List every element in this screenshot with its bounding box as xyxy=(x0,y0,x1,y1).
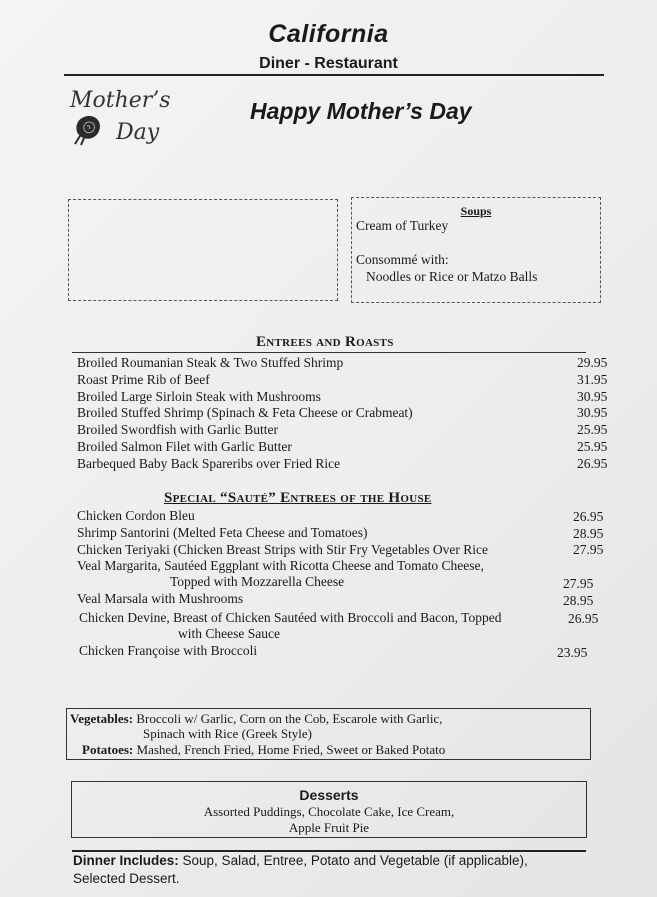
menu-item-price: 30.95 xyxy=(577,405,608,420)
menu-item-name: Veal Margarita, Sautéed Eggplant with Ricotta Cheese and Tomato Cheese, xyxy=(77,558,484,573)
header-divider xyxy=(64,74,604,76)
vegetables-line xyxy=(70,711,442,727)
dinner-includes-text: Soup, Salad, Entree, Potato and Vegetable (if applicable), xyxy=(182,853,528,868)
menu-item-price: 25.95 xyxy=(577,422,608,437)
soup-item: Consommé with: xyxy=(356,252,449,267)
vegetables-label: Vegetables: xyxy=(70,711,134,726)
logo-word-mothers: Mother’s xyxy=(70,88,171,113)
vegetables-text-continued: Spinach with Rice (Greek Style) xyxy=(143,726,312,741)
potatoes-label: Potatoes: xyxy=(82,742,134,757)
saute-heading: Special “Sauté” Entrees of the House xyxy=(164,490,432,506)
dinner-includes-text-continued: Selected Dessert. xyxy=(73,871,180,886)
menu-item-price: 30.95 xyxy=(577,389,608,404)
rose-icon xyxy=(72,112,106,146)
menu-item-name-continued: Topped with Mozzarella Cheese xyxy=(170,574,345,589)
dinner-includes-line xyxy=(73,853,528,868)
menu-item-name: Broiled Stuffed Shrimp (Spinach & Feta Cheese or Crabmeat) xyxy=(77,405,413,420)
menu-item-name: Barbequed Baby Back Spareribs over Fried Rice xyxy=(77,456,341,471)
desserts-line: Assorted Puddings, Chocolate Cake, Ice Cream, xyxy=(203,804,455,819)
potatoes-text: Mashed, French Fried, Home Fried, Sweet or Baked Potato xyxy=(136,742,446,757)
entrees-divider xyxy=(72,352,586,353)
vegetables-text: Broccoli w/ Garlic, Corn on the Cob, Escarole with Garlic, xyxy=(136,711,443,726)
entrees-heading: Entrees and Roasts xyxy=(256,334,394,350)
soup-item: Noodles or Rice or Matzo Balls xyxy=(366,269,538,284)
restaurant-subtitle: Diner - Restaurant xyxy=(259,55,398,72)
menu-item-name: Broiled Large Sirloin Steak with Mushrooms xyxy=(77,389,321,404)
menu-item-name: Broiled Swordfish with Garlic Butter xyxy=(77,422,278,437)
menu-item-price: 28.95 xyxy=(573,526,604,541)
empty-dashed-box xyxy=(68,199,338,301)
menu-item-price: 27.95 xyxy=(573,542,604,557)
menu-item-name: Roast Prime Rib of Beef xyxy=(77,372,210,387)
footer-divider xyxy=(72,850,586,852)
menu-item-price: 26.95 xyxy=(573,509,604,524)
menu-item-name: Shrimp Santorini (Melted Feta Cheese and Tomatoes) xyxy=(77,525,368,540)
dinner-includes-label: Dinner Includes: xyxy=(73,853,179,868)
restaurant-name: California xyxy=(268,20,389,48)
soup-item: Cream of Turkey xyxy=(356,218,449,233)
menu-item-price: 26.95 xyxy=(568,611,599,626)
menu-item-price: 23.95 xyxy=(557,645,588,660)
menu-item-name: Chicken Françoise with Broccoli xyxy=(79,643,258,658)
menu-item-name: Chicken Cordon Bleu xyxy=(77,508,195,523)
mothers-day-logo xyxy=(70,88,200,158)
menu-item-price: 29.95 xyxy=(577,355,608,370)
menu-item-name: Chicken Teriyaki (Chicken Breast Strips with Stir Fry Vegetables Over Rice xyxy=(77,542,488,557)
menu-item-price: 25.95 xyxy=(577,439,608,454)
menu-item-price: 31.95 xyxy=(577,372,608,387)
menu-item-name: Broiled Roumanian Steak & Two Stuffed Shrimp xyxy=(77,355,344,370)
menu-item-price: 26.95 xyxy=(577,456,608,471)
menu-item-name: Broiled Salmon Filet with Garlic Butter xyxy=(77,439,292,454)
desserts-line: Apple Fruit Pie xyxy=(288,820,370,835)
potatoes-line xyxy=(82,742,445,758)
menu-item-name: Veal Marsala with Mushrooms xyxy=(77,591,244,606)
greeting-heading: Happy Mother’s Day xyxy=(250,98,472,124)
soups-heading: Soups xyxy=(460,204,492,218)
menu-item-price: 27.95 xyxy=(563,576,594,591)
desserts-heading: Desserts xyxy=(299,787,359,803)
menu-item-price: 28.95 xyxy=(563,593,594,608)
menu-item-name-continued: with Cheese Sauce xyxy=(178,626,280,641)
menu-item-name: Chicken Devine, Breast of Chicken Sautéed with Broccoli and Bacon, Topped xyxy=(79,610,502,625)
logo-word-day: Day xyxy=(116,120,160,145)
